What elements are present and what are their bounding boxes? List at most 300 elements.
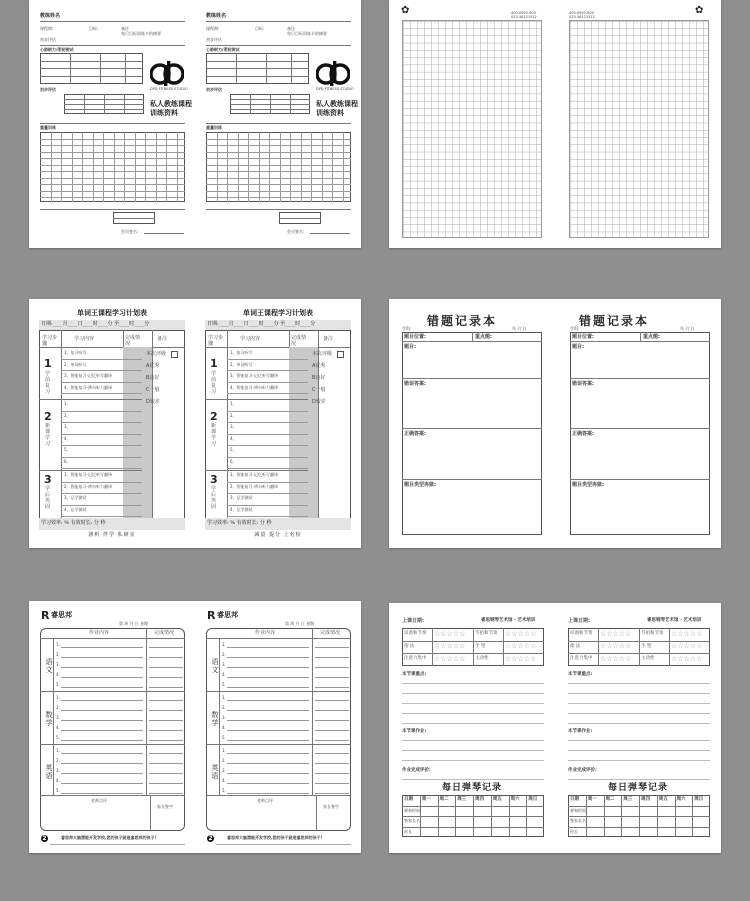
note-header: 备注 xyxy=(323,336,334,342)
record-row xyxy=(402,827,544,828)
class-date-label: 上课日期: xyxy=(402,618,424,624)
step-1-row: 2、单词听写 xyxy=(230,361,253,367)
section-line xyxy=(402,428,542,429)
subject-divider xyxy=(40,691,185,692)
item-number: 2. xyxy=(222,705,226,710)
item-number: 4. xyxy=(56,778,60,783)
step-2-label: 新课学习 xyxy=(211,423,217,447)
rating-label: 指 法 xyxy=(570,643,581,649)
note-item: C一般 xyxy=(312,387,326,393)
step-2-row: 6、 xyxy=(64,458,71,464)
step-3-row: 1、智能复习-记忆听写翻译 xyxy=(230,472,278,477)
brand-label: 睿思钢琴艺术馆 · 艺术培训 xyxy=(481,618,536,623)
subject-name: 语文 xyxy=(211,658,219,674)
section-line xyxy=(570,378,710,379)
item-number: 5. xyxy=(222,788,226,793)
error-notebook-left xyxy=(389,299,555,548)
heart-table-col xyxy=(125,53,126,84)
assessment-label: 初步评估 xyxy=(206,87,222,92)
notebook-title: 错题记录本 xyxy=(579,314,650,328)
day-header: 周五 xyxy=(658,797,668,802)
step-1-row: 3、智能复习-记忆听写翻译 xyxy=(230,373,278,378)
plan-col xyxy=(152,330,153,518)
step-1-row: 1、复习听写 xyxy=(230,350,253,355)
piano-record-right xyxy=(555,603,721,853)
plan-footer: 剧析 伴学 私研室 xyxy=(88,532,136,538)
phone-2: 023-58121512 xyxy=(511,15,537,19)
flower-logo-icon: ✿ xyxy=(695,5,704,16)
step-1-row: 3、智能复习-记忆听写翻译 xyxy=(64,373,112,378)
teacher-comment-label: 老师点评 xyxy=(91,798,107,803)
day-header: 周六 xyxy=(510,797,520,802)
star-rating-icon: ☆☆☆☆☆ xyxy=(434,654,466,663)
rating-label: 主动性 xyxy=(641,656,655,662)
note-item: C一般 xyxy=(146,387,160,393)
db-logo-icon xyxy=(316,60,350,86)
rating-label: 手 型 xyxy=(641,643,652,649)
step-3-row: 2、智能复习-辨句听力翻译 xyxy=(64,483,112,489)
goal-label: 目标: xyxy=(89,26,99,31)
brand-label: 睿思钢琴艺术馆 · 艺术培训 xyxy=(647,618,702,623)
member-sign-label: 会员签名: xyxy=(287,229,305,234)
item-number: 4. xyxy=(56,672,60,677)
step-1-number: 1 xyxy=(210,357,218,370)
rating-checkbox xyxy=(337,351,344,358)
date-line: 第 周 月 日 星期 xyxy=(119,621,149,626)
parent-sign-label: 家长签字 xyxy=(323,804,339,809)
note-item: 本次评级 xyxy=(312,351,333,357)
subject-divider xyxy=(206,691,351,692)
item-number: 1. xyxy=(222,748,226,753)
note-item: B良好 xyxy=(312,375,326,381)
bottom-slogan: 睿思邦大脑潜能开发学校,您的孩子就是睿思邦的孩子! xyxy=(227,835,323,840)
step-2-number: 2 xyxy=(210,410,218,423)
step-2-row: 2、 xyxy=(230,412,237,418)
date-label: 课程期: xyxy=(206,26,220,31)
step-2-row: 3、 xyxy=(64,424,71,429)
done-header: 完成情况 xyxy=(154,630,175,636)
done-col xyxy=(146,628,147,795)
focus-label: 本节课重点: xyxy=(568,672,593,677)
coach-name-label: 教练姓名 xyxy=(40,13,61,19)
note-item: B良好 xyxy=(146,375,160,381)
grid-page-left xyxy=(389,0,555,248)
sheet-error-notebook xyxy=(389,299,721,548)
subject-name: 数学 xyxy=(45,711,53,727)
assessment-label: 初步评估 xyxy=(40,87,56,92)
sheet-piano-record xyxy=(389,603,721,853)
section-2-end xyxy=(205,470,308,471)
item-number: 3. xyxy=(222,715,226,720)
source-label: 题目位置: xyxy=(572,334,594,340)
step-3-number: 3 xyxy=(210,473,218,486)
record-row xyxy=(402,806,544,807)
heart-table-row xyxy=(206,68,309,69)
done-header: 完成情况 xyxy=(125,335,141,347)
step-2-row: 3、 xyxy=(230,424,237,429)
sheet-study-plan xyxy=(29,299,361,548)
homework-left xyxy=(29,601,195,853)
record-title: 每日弹琴记录 xyxy=(607,783,668,793)
teacher-divider xyxy=(206,795,351,796)
step-3-label: 学后巩固 xyxy=(211,486,217,510)
header-line xyxy=(402,341,542,342)
phone-1: 400-0993-900 xyxy=(511,11,536,15)
step-2-row: 4、 xyxy=(230,435,237,441)
rating-col xyxy=(669,628,670,666)
step-2-row: 2、 xyxy=(64,412,71,418)
subject-divider xyxy=(206,744,351,745)
item-number: 1. xyxy=(56,695,60,700)
mode-label: 备注 xyxy=(287,26,295,31)
section-line xyxy=(402,378,542,379)
day-header: 周日 xyxy=(694,797,704,802)
item-number: 3. xyxy=(222,768,226,773)
subject-name: 英语 xyxy=(211,764,219,780)
plan-col xyxy=(318,330,319,518)
parent-col xyxy=(150,795,151,831)
item-number: 3. xyxy=(56,768,60,773)
study-plan-right xyxy=(195,299,361,548)
rating-mid xyxy=(639,628,640,666)
piano-record-left xyxy=(389,603,555,853)
step-3-row: 2、智能复习-辨句听力翻译 xyxy=(230,483,278,489)
section-label: 题目类型再做: xyxy=(572,482,605,488)
step-2-label: 新课学习 xyxy=(45,423,51,447)
coach-name-label: 教练姓名 xyxy=(206,13,227,19)
page-number-badge: 2 xyxy=(42,835,47,842)
day-header: 周日 xyxy=(528,797,538,802)
heart-test-label: 心肺耐力/柔韧测试 xyxy=(40,47,74,52)
item-number: 5. xyxy=(222,735,226,740)
bottom-rule xyxy=(40,209,185,210)
bottom-slogan: 睿思邦大脑潜能开发学校,您的孩子就是睿思邦的孩子! xyxy=(61,835,157,840)
star-rating-icon: ☆☆☆☆☆ xyxy=(671,642,703,651)
assessment-col xyxy=(250,94,251,114)
item-number: 4. xyxy=(56,725,60,730)
homework-header-line xyxy=(40,638,185,639)
rating-checkbox xyxy=(171,351,178,358)
star-rating-icon: ☆☆☆☆☆ xyxy=(600,642,632,651)
heart-table-row xyxy=(206,61,309,62)
homework-label: 本节课作业: xyxy=(568,729,593,734)
item-number: 5. xyxy=(56,682,60,687)
content-header: 学习内容 xyxy=(74,336,95,342)
task-header: 作业内容 xyxy=(255,630,276,636)
brand-title-1: 私人教练课程 xyxy=(316,100,358,108)
step-3-row: 4、记学测试 xyxy=(230,506,253,512)
item-number: 3. xyxy=(222,662,226,667)
task-header: 作业内容 xyxy=(89,630,110,636)
weight-training-label: 重量训练 xyxy=(206,125,222,130)
heart-table-col xyxy=(100,53,101,84)
rating-mid xyxy=(473,628,474,666)
record-row xyxy=(568,806,710,807)
error-notebook-right xyxy=(555,299,721,548)
day-header: 周一 xyxy=(421,797,431,802)
homework-right xyxy=(195,601,361,853)
item-number: 1. xyxy=(56,642,60,647)
day-header: 日期 xyxy=(570,797,579,802)
step-2-row: 5、 xyxy=(64,447,71,452)
tag-label: 初步评估 xyxy=(206,37,222,42)
plan-title: 单词王课程学习计划表 xyxy=(243,308,313,317)
training-table xyxy=(206,132,351,202)
step-1-label: 学前复习 xyxy=(211,371,217,395)
section-2-end xyxy=(39,470,142,471)
section-line xyxy=(570,479,710,480)
done-header: 完成情况 xyxy=(291,335,307,347)
record-row-label: 弹奏时间 xyxy=(404,807,420,813)
brand-title-2: 训练资料 xyxy=(150,109,178,117)
heart-table-row xyxy=(206,76,309,77)
header-rule xyxy=(206,21,351,22)
phone-2: 023-58121512 xyxy=(569,15,595,19)
org-line: 每日目标训练卡的摘要 xyxy=(121,31,161,36)
header-rule xyxy=(40,21,185,22)
star-rating-icon: ☆☆☆☆☆ xyxy=(600,629,632,638)
heart-table-col xyxy=(266,53,267,84)
section-1-end xyxy=(39,399,142,400)
section-1-end xyxy=(205,399,308,400)
org-line: 每日目标训练卡的摘要 xyxy=(287,31,327,36)
study-plan-left xyxy=(29,299,195,548)
rating-label: 识谱和节奏 xyxy=(404,631,427,636)
grid-paper xyxy=(569,20,709,238)
note-item: A优秀 xyxy=(312,363,326,369)
heart-table-row xyxy=(40,61,143,62)
section-rule xyxy=(40,45,185,46)
item-number: 3. xyxy=(56,662,60,667)
subject-label: 学科: xyxy=(570,326,580,331)
record-row xyxy=(568,827,710,828)
sheet-homework xyxy=(29,601,361,853)
day-header: 周一 xyxy=(587,797,597,802)
assessment-col xyxy=(84,94,85,114)
review-label: 作业完成评价: xyxy=(568,768,597,773)
note-item: D较差 xyxy=(312,399,326,405)
record-row-label: 签家长名 xyxy=(570,818,586,823)
item-number: 4. xyxy=(222,778,226,783)
record-title: 每日弹琴记录 xyxy=(441,783,502,793)
plan-title: 单词王课程学习计划表 xyxy=(77,308,147,317)
day-header: 周三 xyxy=(623,797,633,802)
date-label: 年 月 日 xyxy=(680,326,695,331)
rating-label: 识谱和节奏 xyxy=(570,631,593,636)
step-3-row: 4、记学测试 xyxy=(64,506,87,512)
date-label: 课程期: xyxy=(40,26,54,31)
efficiency-row: 学习效率: % 有效时长: 分 秒 xyxy=(41,520,106,526)
content-header: 学习内容 xyxy=(240,336,261,342)
brand-small-text: DPD FITNESS STUDIO xyxy=(150,87,188,91)
tag-label: 初步评估 xyxy=(40,37,56,42)
note-item: 本次评级 xyxy=(146,351,167,357)
record-row-label: 时长 xyxy=(570,828,578,834)
item-number: 1. xyxy=(222,695,226,700)
rating-col xyxy=(598,628,599,666)
heart-test-label: 心肺耐力/柔韧测试 xyxy=(206,47,240,52)
star-rating-icon: ☆☆☆☆☆ xyxy=(671,629,703,638)
step-1-row: 4、智能复习-辨句听力翻译 xyxy=(64,384,112,390)
record-row-label: 时长 xyxy=(404,828,412,834)
item-number: 2. xyxy=(222,652,226,657)
section-rule-2 xyxy=(40,123,185,124)
section-label: 错误答案: xyxy=(404,381,426,387)
teacher-divider xyxy=(40,795,185,796)
rating-label: 指 法 xyxy=(404,643,415,649)
notebook-title: 错题记录本 xyxy=(427,314,498,328)
brand-title-1: 私人教练课程 xyxy=(150,100,192,108)
item-number: 2. xyxy=(56,758,60,763)
rating-label: 节拍和节奏 xyxy=(475,631,498,636)
rating-label: 注意力集中 xyxy=(404,656,427,662)
item-number: 5. xyxy=(56,788,60,793)
star-rating-icon: ☆☆☆☆☆ xyxy=(600,654,632,663)
header-split xyxy=(640,332,641,341)
record-row xyxy=(568,816,710,817)
step-header: 学习步骤 xyxy=(208,335,224,347)
step-1-row: 4、智能复习-辨句听力翻译 xyxy=(230,384,278,390)
day-header: 周三 xyxy=(457,797,467,802)
step-3-row: 1、智能复习-记忆听写翻译 xyxy=(64,472,112,477)
goal-label: 目标: xyxy=(255,26,265,31)
teacher-comment-label: 老师点评 xyxy=(257,798,273,803)
step-3-row: 3、记学测试 xyxy=(230,495,253,500)
item-number: 4. xyxy=(222,725,226,730)
rating-col xyxy=(432,628,433,666)
day-header: 周五 xyxy=(492,797,502,802)
page-number-badge: 2 xyxy=(208,835,213,842)
db-logo-icon xyxy=(150,60,184,86)
done-col xyxy=(312,628,313,795)
item-number: 5. xyxy=(56,735,60,740)
header-line xyxy=(570,341,710,342)
efficiency-row: 学习效率: % 有效时长: 分 秒 xyxy=(207,520,272,526)
step-3-row: 3、记学测试 xyxy=(64,495,87,500)
subject-divider xyxy=(40,744,185,745)
fitness-card-right xyxy=(195,0,361,248)
date-row: 日期:____月____日____时____分 至____时____分 xyxy=(41,321,150,327)
note-item: A优秀 xyxy=(146,363,160,369)
fitness-card-left xyxy=(29,0,195,248)
record-row-label: 弹奏时间 xyxy=(570,807,586,813)
section-label: 题目: xyxy=(404,344,416,350)
heart-table-col xyxy=(70,53,71,84)
heart-table-row xyxy=(40,76,143,77)
sheet-grid-paper xyxy=(389,0,721,248)
rating-col xyxy=(503,628,504,666)
date-row: 日期:____月____日____时____分 至____时____分 xyxy=(207,321,316,327)
item-number: 2. xyxy=(56,652,60,657)
parent-col xyxy=(316,795,317,831)
rating-label: 主动性 xyxy=(475,656,489,662)
subject-name: 数学 xyxy=(211,711,219,727)
subject-name: 英语 xyxy=(45,764,53,780)
school-logo: 睿思邦 xyxy=(217,611,238,619)
source-label: 题目位置: xyxy=(404,334,426,340)
day-header: 周四 xyxy=(475,797,484,802)
plan-footer: 减量 提分 上名校 xyxy=(254,532,302,538)
class-date-label: 上课日期: xyxy=(568,618,590,624)
r-logo-icon: R xyxy=(207,609,216,622)
r-logo-icon: R xyxy=(41,609,50,622)
subject-label: 学科: xyxy=(402,326,412,331)
step-2-row: 6、 xyxy=(230,458,237,464)
sheet-fitness-cards xyxy=(29,0,361,248)
item-number: 3. xyxy=(56,715,60,720)
date-label: 年 月 日 xyxy=(512,326,527,331)
day-header: 周二 xyxy=(439,797,449,802)
rating-label: 手 型 xyxy=(475,643,486,649)
step-2-row: 4、 xyxy=(64,435,71,441)
homework-header-line xyxy=(206,638,351,639)
star-rating-icon: ☆☆☆☆☆ xyxy=(505,629,537,638)
heart-table-row xyxy=(40,68,143,69)
header-split xyxy=(472,332,473,341)
assessment-col xyxy=(104,94,105,114)
focus-label: 本节课重点: xyxy=(402,672,427,677)
grid-page-right xyxy=(555,0,721,248)
date-line: 第 周 月 日 星期 xyxy=(285,621,315,626)
review-label: 作业完成评价: xyxy=(402,768,431,773)
bottom-rule xyxy=(206,209,351,210)
weight-training-label: 重量训练 xyxy=(40,125,56,130)
subject-name: 语文 xyxy=(45,658,53,674)
section-rule-2 xyxy=(206,123,351,124)
item-number: 1. xyxy=(222,642,226,647)
heart-table-col xyxy=(236,53,237,84)
section-line xyxy=(402,479,542,480)
step-3-label: 学后巩固 xyxy=(45,486,51,510)
star-rating-icon: ☆☆☆☆☆ xyxy=(505,654,537,663)
brand-small-text: DPD FITNESS STUDIO xyxy=(316,87,354,91)
flower-logo-icon: ✿ xyxy=(401,5,410,16)
step-1-row: 2、单词听写 xyxy=(64,361,87,367)
reason-label: 重点题: xyxy=(475,334,492,340)
assessment-col xyxy=(290,94,291,114)
step-2-row: 5、 xyxy=(230,447,237,452)
step-1-row: 1、复习听写 xyxy=(64,350,87,355)
item-number: 1. xyxy=(56,748,60,753)
item-number: 2. xyxy=(56,705,60,710)
training-table xyxy=(40,132,185,202)
step-2-number: 2 xyxy=(44,410,52,423)
item-number: 2. xyxy=(222,758,226,763)
section-label: 正确答案: xyxy=(572,431,594,437)
star-rating-icon: ☆☆☆☆☆ xyxy=(671,654,703,663)
day-header: 周四 xyxy=(641,797,650,802)
section-label: 正确答案: xyxy=(404,431,426,437)
reason-label: 重点题: xyxy=(643,334,660,340)
rating-label: 节拍和节奏 xyxy=(641,631,664,636)
brand-title-2: 训练资料 xyxy=(316,109,344,117)
step-3-number: 3 xyxy=(44,473,52,486)
day-header: 周六 xyxy=(676,797,686,802)
section-label: 错误答案: xyxy=(572,381,594,387)
rating-label: 注意力集中 xyxy=(570,656,593,662)
parent-sign-label: 家长签字 xyxy=(157,804,173,809)
note-header: 备注 xyxy=(157,336,168,342)
star-rating-icon: ☆☆☆☆☆ xyxy=(434,629,466,638)
mode-label: 备注 xyxy=(121,26,129,31)
heart-table-col xyxy=(291,53,292,84)
assessment-col xyxy=(270,94,271,114)
star-rating-icon: ☆☆☆☆☆ xyxy=(434,642,466,651)
item-number: 5. xyxy=(222,682,226,687)
item-number: 4. xyxy=(222,672,226,677)
phone-1: 400-0993-900 xyxy=(569,11,594,15)
section-rule xyxy=(206,45,351,46)
